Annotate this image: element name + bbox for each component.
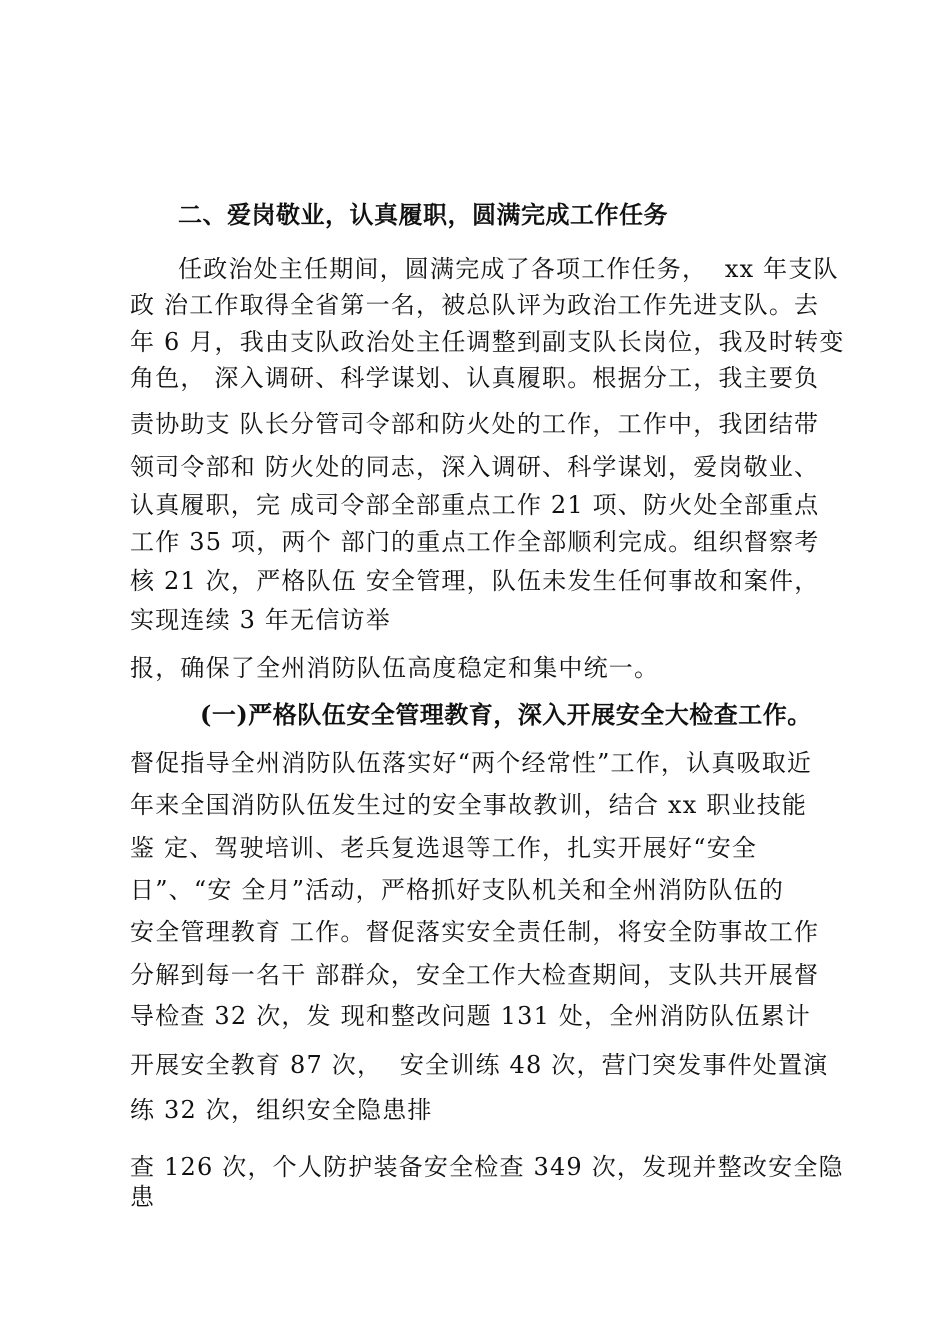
section-heading: 二、爱岗敬业，认真履职，圆满完成工作任务: [178, 200, 668, 229]
paragraph-line: 年来全国消防队伍发生过的安全事故教训，结合 xx 职业技能: [130, 791, 808, 819]
paragraph-line: 责协助支 队长分管司令部和防火处的工作，工作中，我团结带: [130, 410, 820, 438]
paragraph-line: 领司令部和 防火处的同志，深入调研、科学谋划，爱岗敬业、: [130, 453, 820, 481]
paragraph-line: 安全管理教育 工作。督促落实安全责任制，将安全防事故工作: [130, 918, 820, 946]
paragraph-line: 督促指导全州消防队伍落实好“两个经常性”工作，认真吸取近: [130, 749, 813, 777]
paragraph-line: 鉴 定、驾驶培训、老兵复选退等工作，扎实开展好“安全: [130, 834, 758, 862]
paragraph-line: 政 治工作取得全省第一名，被总队评为政治工作先进支队。去: [130, 291, 820, 319]
paragraph-line: 练 32 次，组织安全隐患排: [130, 1096, 433, 1124]
paragraph-line: 认真履职，完 成司令部全部重点工作 21 项、防火处全部重点: [130, 491, 820, 519]
paragraph-line: 任政治处主任期间，圆满完成了各项工作任务， xx 年支队: [178, 255, 839, 283]
paragraph-line: 导检查 32 次，发 现和整改问题 131 处，全州消防队伍累计: [130, 1002, 811, 1030]
paragraph-line: 查 126 次，个人防护装备安全检查 349 次，发现并整改安全隐: [130, 1153, 844, 1181]
paragraph-line: 核 21 次，严格队伍 安全管理，队伍未发生任何事故和案件，: [130, 567, 820, 595]
paragraph-line: 分解到每一名干 部群众，安全工作大检查期间，支队共开展督: [130, 961, 820, 989]
subsection-heading: (一)严格队伍安全管理教育，深入开展安全大检查工作。: [200, 700, 812, 729]
paragraph-line: 工作 35 项，两个 部门的重点工作全部顺利完成。组织督察考: [130, 528, 820, 556]
paragraph-line: 开展安全教育 87 次， 安全训练 48 次，营门突发事件处置演: [130, 1051, 829, 1079]
paragraph-line: 年 6 月，我由支队政治处主任调整到副支队长岗位，我及时转变: [130, 328, 845, 356]
paragraph-line: 患: [130, 1183, 156, 1211]
paragraph-line: 角色， 深入调研、科学谋划、认真履职。根据分工，我主要负: [130, 364, 820, 392]
paragraph-line: 实现连续 3 年无信访举: [130, 606, 391, 634]
paragraph-line: 日”、“安 全月”活动，严格抓好支队机关和全州消防队伍的: [130, 876, 785, 904]
paragraph-line: 报，确保了全州消防队伍高度稳定和集中统一。: [130, 654, 660, 682]
